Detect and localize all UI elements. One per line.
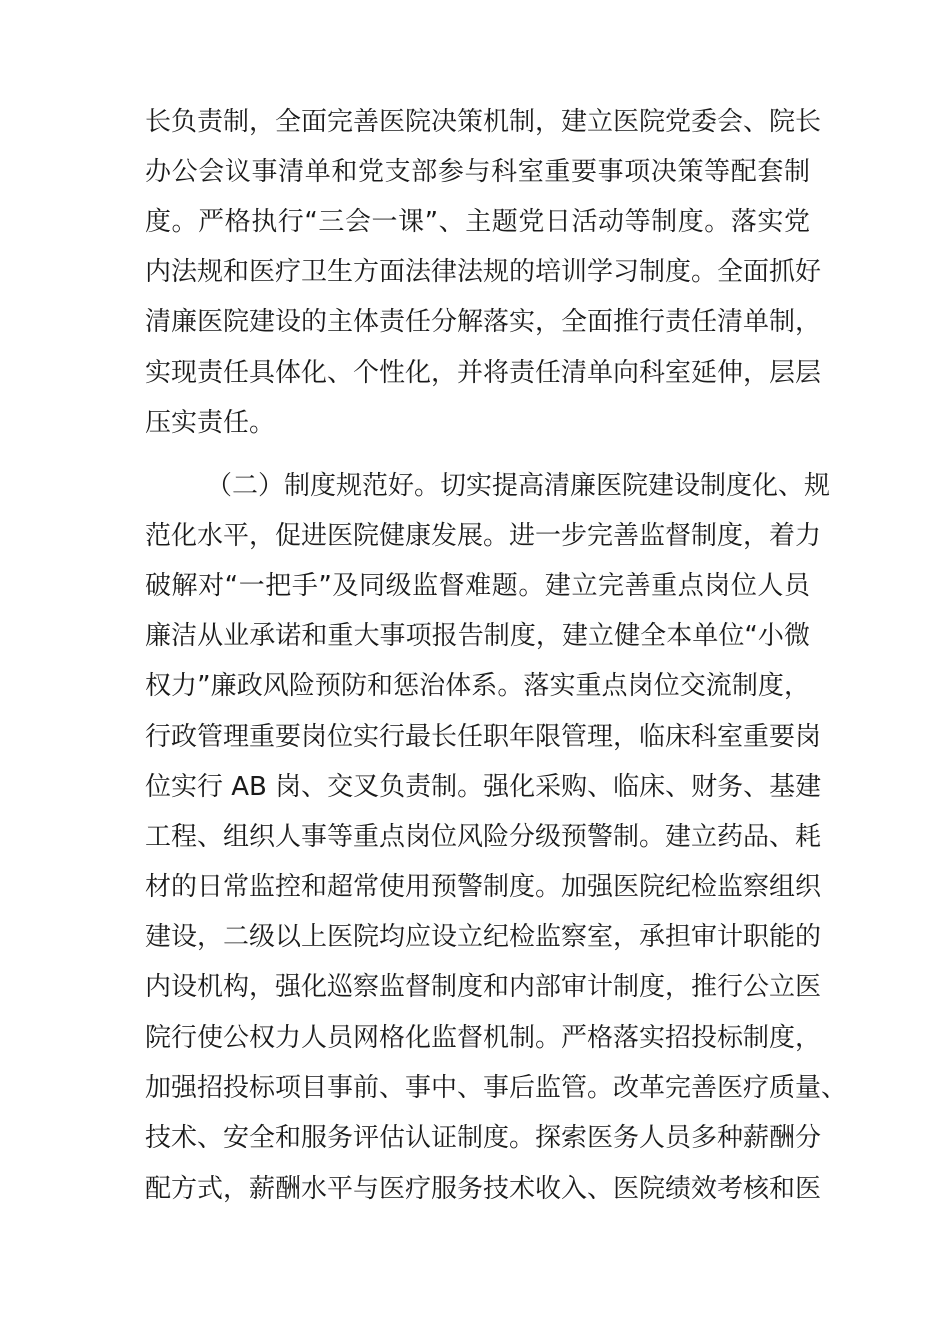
text-line: （二）制度规范好。切实提高清廉医院建设制度化、规 [206,471,831,501]
text-line: 配方式，薪酬水平与医疗服务技术收入、医院绩效考核和医 [145,1174,822,1204]
text-line: 长负责制，全面完善医院决策机制，建立医院党委会、院长 [145,107,822,137]
text-line: 范化水平，促进医院健康发展。进一步完善监督制度，着力 [145,521,822,551]
text-line: 院行使公权力人员网格化监督机制。严格落实招投标制度， [145,1023,822,1053]
text-line: 办公会议事清单和党支部参与科室重要事项决策等配套制 [145,157,810,187]
text-line: 实现责任具体化、个性化，并将责任清单向科室延伸，层层 [145,358,822,388]
text-line: 度。严格执行“三会一课”、主题党日活动等制度。落实党 [145,207,810,237]
text-line: 加强招投标项目事前、事中、事后监管。改革完善医疗质量、 [145,1073,848,1103]
text-line: 技术、安全和服务评估认证制度。探索医务人员多种薪酬分 [145,1123,822,1153]
text-line: 清廉医院建设的主体责任分解落实，全面推行责任清单制， [145,307,822,337]
text-line: 内设机构，强化巡察监督制度和内部审计制度，推行公立医 [145,972,822,1002]
text-line: 破解对“一把手”及同级监督难题。建立完善重点岗位人员 [145,571,810,601]
text-line: 材的日常监控和超常使用预警制度。加强医院纪检监察组织 [145,872,822,902]
text-line: 工程、组织人事等重点岗位风险分级预警制。建立药品、耗 [145,822,822,852]
text-line: 建设，二级以上医院均应设立纪检监察室，承担审计职能的 [145,922,822,952]
text-line: 廉洁从业承诺和重大事项报告制度，建立健全本单位“小微 [145,621,810,651]
text-line: 内法规和医疗卫生方面法律法规的培训学习制度。全面抓好 [145,257,822,287]
text-line: 位实行 AB 岗、交叉负责制。强化采购、临床、财务、基建 [145,772,822,802]
text-line: 行政管理重要岗位实行最长任职年限管理，临床科室重要岗 [145,722,822,752]
text-line: 权力”廉政风险预防和惩治体系。落实重点岗位交流制度， [145,671,810,701]
text-line: 压实责任。 [145,408,276,438]
